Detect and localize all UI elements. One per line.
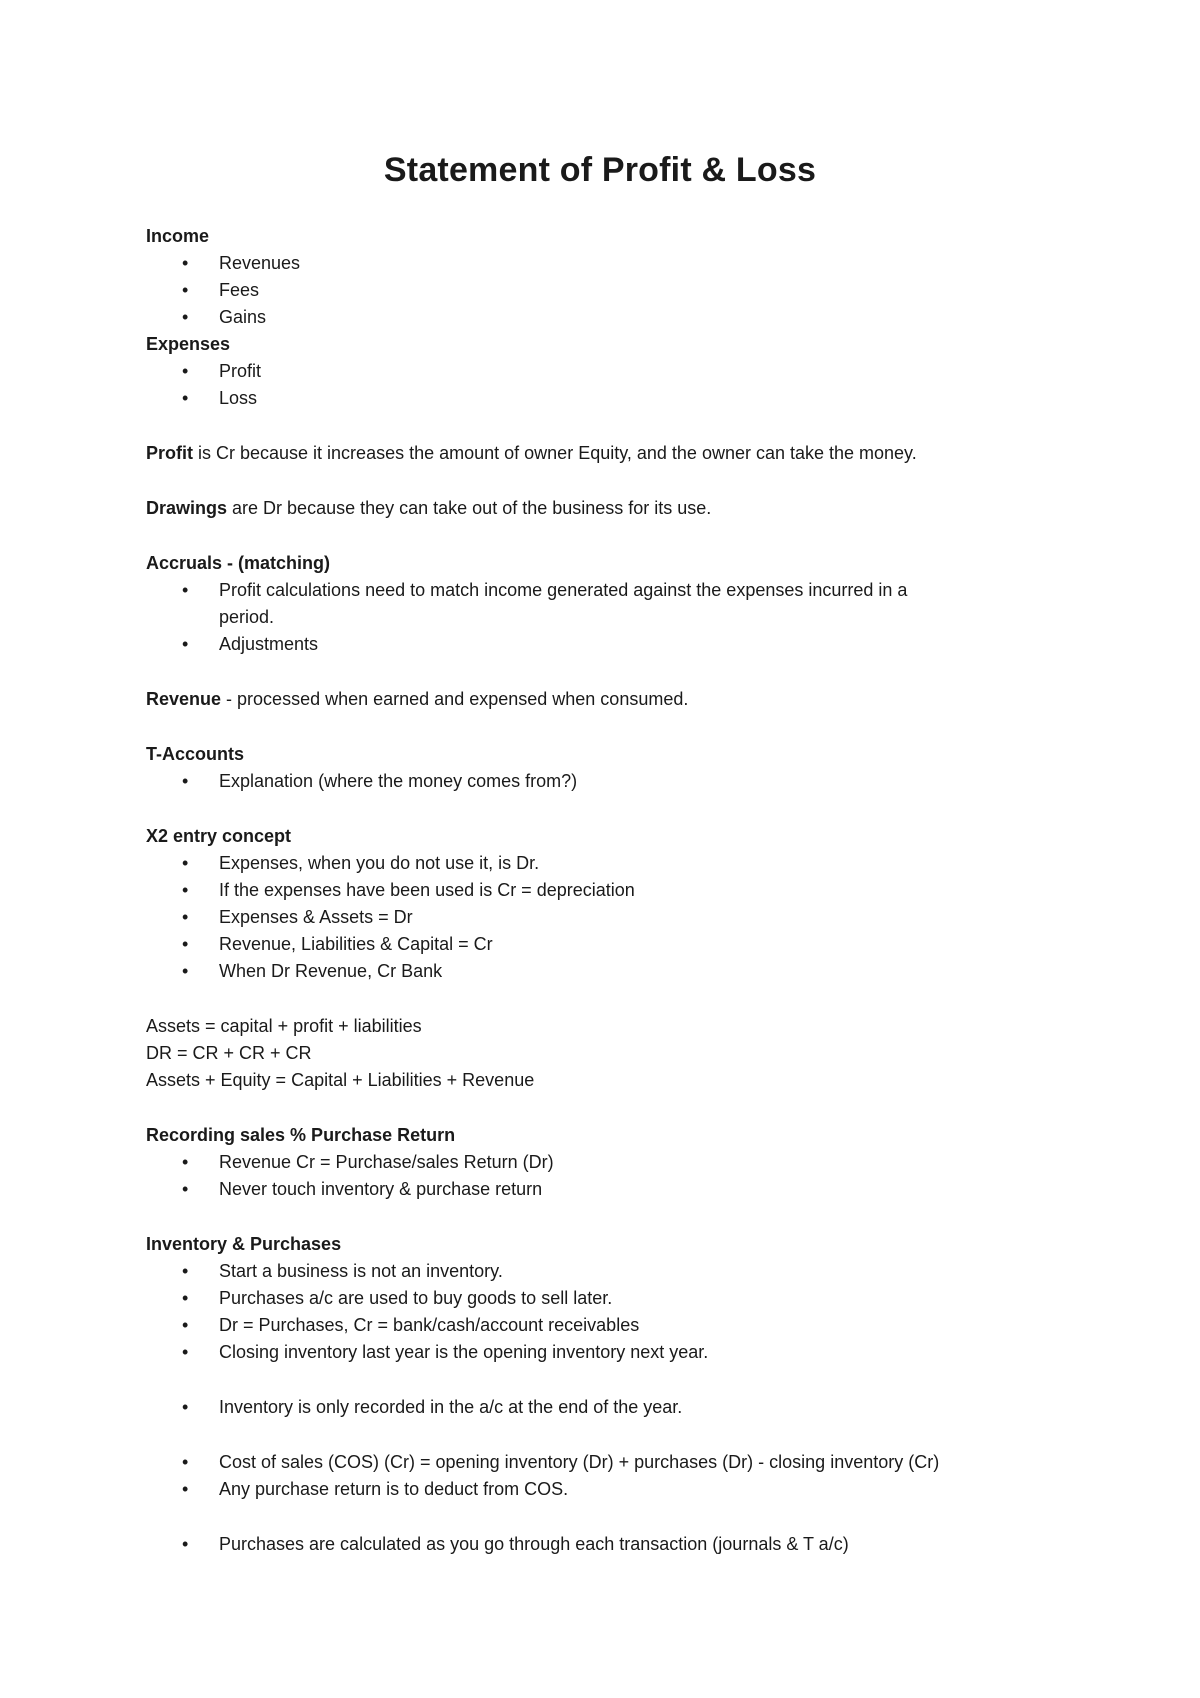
page-title: Statement of Profit & Loss [383, 151, 817, 189]
recording-heading: Recording sales % Purchase Return [146, 1125, 456, 1145]
accruals-heading: Accruals - (matching) [146, 553, 331, 573]
revenue-paragraph: Revenue - processed when earned and expensed when consumed. [146, 689, 689, 709]
equation-line: Assets = capital + profit + liabilities [146, 1016, 422, 1036]
drawings-paragraph: Drawings are Dr because they can take out of the business for its use. [146, 498, 712, 518]
equation-line: Assets + Equity = Capital + Liabilities + Revenue [146, 1070, 535, 1090]
document-page: Statement of Profit & Loss Income • Revenues • Fees • Gains Expenses • Profit • Loss Profit is Cr because it increases the amount of owner Equity, and the owner can take the money. Drawings are Dr because they can take out of the business for its use. Accruals - (matching) • Profit calculations need to match income generated against the expenses incurred in a period. • Adjustments Revenue - processed when earned and expensed when consumed. T-Accounts • Explanation (where the money comes from?) X2 entry concept • Expenses, when you do not use it, is Dr. • If the expenses have been used is Cr = depreciation • Expenses & Assets = Dr • Revenue, Liabilities & Capital = Cr • When Dr Revenue, Cr Bank Assets = capital + profit + liabilities DR = CR + CR + CR Assets + Equity = Capital + Liabilities + Revenue Recording sales % Purchase Return • Revenue Cr = Purchase/sales Return (Dr) • Never touch inventory & purchase return Inventory & Purchases • Start a business is not an inventory. • Purchases a/c are used to buy goods to sell later. • Dr = Purchases, Cr = bank/cash/account receivables • Closing inventory last year is the opening inventory next year. • Inventory is only recorded in the a/c at the end of the year. • Cost of sales (COS) (Cr) = opening inventory (Dr) + purchases (Dr) - closing inventory (Cr) • Any purchase return is to deduct from COS. • Purchases are calculated as you go through each transaction (journals & T a/c) [0, 0, 1200, 1698]
profit-paragraph: Profit is Cr because it increases the amount of owner Equity, and the owner can take the money. [146, 443, 917, 463]
inventory-heading: Inventory & Purchases [146, 1234, 342, 1254]
income-heading: Income [146, 226, 210, 246]
x2-entry-heading: X2 entry concept [146, 826, 292, 846]
equation-line: DR = CR + CR + CR [146, 1043, 312, 1063]
expenses-heading: Expenses [146, 334, 231, 354]
t-accounts-heading: T-Accounts [146, 744, 245, 764]
